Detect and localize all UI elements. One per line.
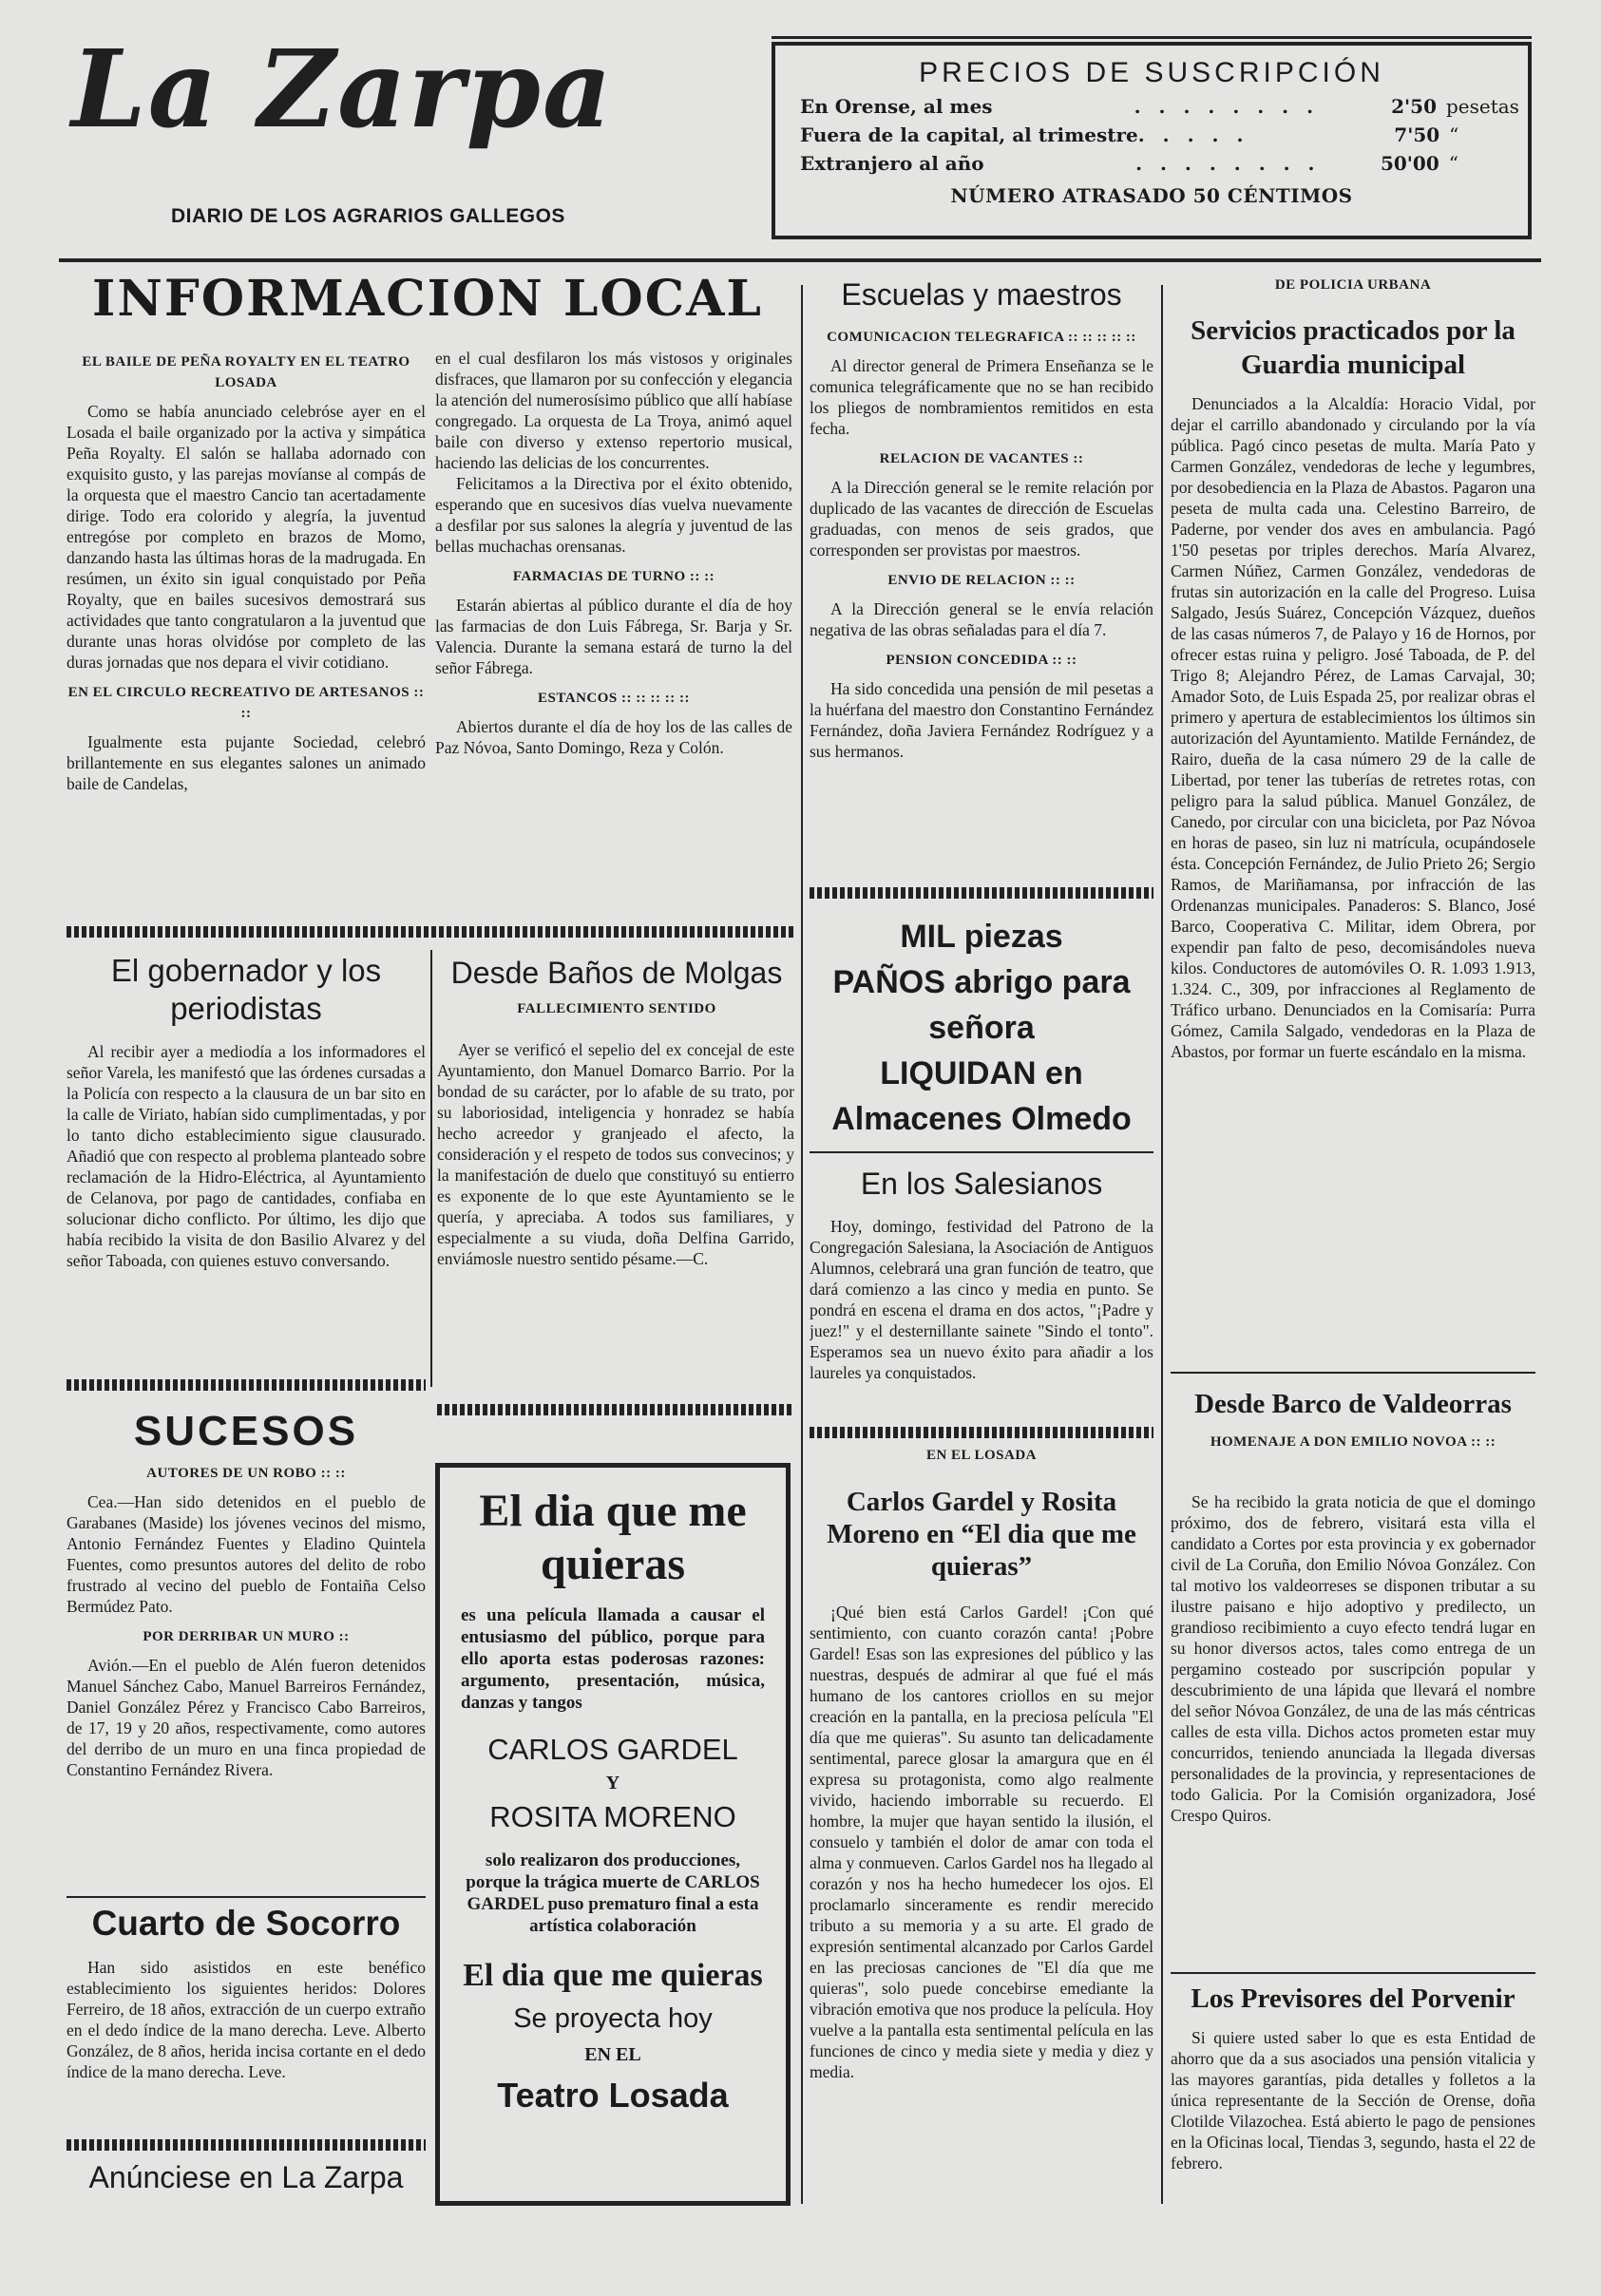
section-title-escuelas: Escuelas y maestros [841,277,1122,312]
article-socorro [67,1957,426,2132]
prices-footer: NÚMERO ATRASADO 50 CÉNTIMOS [950,184,1353,207]
header-rule [59,258,1541,262]
article-body: Al recibir ayer a mediodía a los informadores el señor Varela, les manifestó que las órdenes cursadas a la Policía con respecto a la clausura de un bar sito en la calle de Viriato, habían sido cumplimentadas, y por lo tanto dicho establecimiento sigue clausurado. Añadió que con respecto al problema planteado sobre reclamación de la Hidro-Eléctrica, al Ayuntamiento de Celanova, por pago de cantidades, confiaba en solucionar dicho conflicto. Por último, les dijo que había recibido la visita de don Basilio Alvarez y del señor Taboada, con quienes estuvo conversando. [67,1042,426,1270]
section-separator [67,1379,426,1391]
film-ad-title: El dia que me quieras [479,1486,747,1589]
article-kicker: EN EL LOSADA [925,1448,1038,1463]
ad-line: Almacenes Olmedo [831,1101,1132,1137]
article-title-gardel: Carlos Gardel y Rosita Moreno en “El dia que me quieras” [827,1487,1136,1582]
article-subhead: RELACION DE VACANTES :: [879,451,1084,466]
subscription-prices-box [772,42,1532,239]
price-value: 50'00 [1380,152,1439,175]
film-ad-title: El dia que me quieras [463,1958,763,1993]
ad-line: LIQUIDAN en [880,1055,1083,1091]
section-title-salesianos: En los Salesianos [860,1167,1103,1201]
article-policia [1171,393,1535,1358]
article-title-previsores: Los Previsores del Porvenir [1191,1983,1515,2014]
film-ad-actor: CARLOS GARDEL [487,1733,738,1766]
article-title-gobernador: El gobernador y los periodistas [110,953,382,1026]
price-value: 7'50 [1394,123,1440,146]
price-label: Fuera de la capital, al trimestre [800,123,1138,146]
price-dots: . . . . . [1137,123,1249,146]
article-escuelas [810,317,1153,878]
article-subhead: AUTORES DE UN ROBO :: :: [146,1466,346,1481]
article-subhead: EN EL CIRCULO RECREATIVO DE ARTESANOS :: :: [67,685,425,721]
article-body: ¡Qué bien está Carlos Gardel! ¡Con qué sentimiento, con cuanto corazón canta! ¡Pobre Gardel! Esas son las expresiones del público y las nuestras, después de admirar al que fué el más humano de los cantores criollos en su mejor creación en la pantalla, en la preciosa película "El día que me quieras". Su asunto tan delicadamente sentimental, parece glosar la amargura que en él expresa su protagonista, como algo realmente vivido, haciendo imborrable su recuerdo. El hombre, la mujer que hayan sentido la ilusión, el consuelo y también el dolor de amar con toda el alma y conmueven. Carlos Gardel nos ha llegado al corazón y nos ha hecho humedecer los ojos. El proclamarlo sinceramente es rendir merecido tributo a su memoria y a su arte. El grado de expresión sentimental alcanzado por Carlos Gardel en las preciosas canciones de "El día que me quieras", solo puede concebirse emediante la vibración emotiva que nos produce la película. Hoy vuelve a la pantalla esta sentimental película en las funciones de cinco y media siete y media y diez y media. [810,1603,1153,2081]
price-row [800,152,1503,175]
article-body: Como se había anunciado celebróse ayer en el Losada el baile organizado por la activa y simpática Peña Royalty. El salón se hallaba adornado con exquisito gusto, y las parejas movíanse al compás de la orquesta que el maestro Cancio tan acertadamente dirige. Todo era colorido y alegría, la juventud entregóse por completo en brazos de Momo, danzando hasta las últimas horas de la madrugada. En resúmen, un éxito sin igual conquistado por Peña Royalty, que en bailes sucesivos demostrará sus actividades que tanto congratularon a la juventud que durante unas horas olvidóse por completo de las duras jornadas que nos depara el vivir cotidiano. [67,402,426,672]
ad-line: señora [928,1010,1035,1046]
article-body: Cea.—Han sido detenidos en el pueblo de Garabanes (Maside) los jóvenes vecinos del mismo, Antonio Fernández Fuentes y Eladino Quintela Fuentes, como presuntos autores del delito de robo frustrado al vecino del pueblo de Fontaiña Celso Bermúdez Pato. [67,1492,426,1616]
divider [810,1151,1153,1153]
section-separator [810,1427,1153,1438]
article-kicker: DE POLICIA URBANA [1274,277,1432,293]
prices-heading: PRECIOS DE SUSCRIPCIÓN [919,57,1384,88]
section-title-informacion-local: INFORMACION LOCAL [92,270,763,328]
anunciese-banner: Anúnciese en La Zarpa [88,2160,404,2194]
article-body: Hoy, domingo, festividad del Patrono de la Congregación Salesiana, la Asociación de Antiguos Alumnos, celebrará una gran función de teatro, que dará comienzo a las cinco y media en punto. Se pondrá en escena el drama en dos actos, "¡Padre y juez!" y el desternillante sainete "Sindo el tonto". Esperamos sea un nuevo éxito para añadir a los laureles ya conquistados. [810,1217,1153,1382]
price-dots: . . . . . . . . [1135,152,1321,175]
price-label: En Orense, al mes [800,95,993,118]
article-body: en el cual desfilaron los más vistosos y originales disfraces, que llamaron por su confección y elegancia la atención del numerosísimo público que allí habíase congregado. La orquesta de La Troya, animó aquel baile con diverso y extenso repertorio musical, haciendo las delicias de los concurrentes. [435,349,792,472]
article-body: Si quiere usted saber lo que es esta Entidad de ahorro que da a sus asociados una pensión vitalicia y las mayores garantías, pida detalles y folletos a la única representante de la Sección de Orense, doña Clotilde Vilazochea. Está abierto le pago de pensiones en la Oficinas local, Tiendas 3, segundo, hasta el 22 de febrero. [1171,2028,1535,2173]
divider [67,1896,426,1898]
article-body: Se ha recibido la grata noticia de que el domingo próximo, dos de febrero, visitará esta villa el candidato a Cortes por esta provincia y ex gobernador civil de La Coruña, don Emilio Nóvoa González. Con tal motivo los valdeorreses se disponen tributar a su ilustre paisano e hijo adoptivo y predilecto, un grandioso recibimiento a cuyo efecto tendrá lugar en su honor diversos actos, tales como entrega de un pergamino costeado por suscripción popular y descubrimiento de una lápida que llevará el nombre del señor Nóvoa González, de una de las más céntricas calles de esta villa. Dichos actos prometen estar muy concurridos, teniendo anunciada la llegada diversas personalidades de la provincia, y representaciones de todo Galicia. Por la Comisión organizadora, José Crespo Quiros. [1171,1492,1535,1825]
ad-almacenes-olmedo [810,914,1153,1142]
article-body: Ha sido concedida una pensión de mil pesetas a la huérfana del maestro don Constantino Fernández Fernández, doña Javiera Fernández Rodríguez y a sus hermanos. [810,679,1153,761]
article-body: Han sido asistidos en este benéfico establecimiento los siguientes heridos: Dolores Ferreiro, de 18 años, extracción de un cuerpo extraño en el dedo índice de la mano derecha. Leve. Alberto González, de 8 años, herida incisa cortante en el dedo índice de la mano derecha. Leve. [67,1958,426,2081]
article-subhead: FALLECIMIENTO SENTIDO [517,1001,716,1016]
film-ad-text: solo realizaron dos producciones, porque la trágica muerte de CARLOS GARDEL puso prematuro final a esta artística colaboración [466,1850,760,1936]
article-title-molgas: Desde Baños de Molgas [450,956,783,990]
article-body: A la Dirección general se le remite relación por duplicado de las vacantes de dirección de Escuelas graduadas, con menos de seis grados, que corresponden ser provistas por maestros. [810,478,1153,560]
section-title-sucesos: SUCESOS [133,1408,359,1454]
article-subhead: HOMENAJE A DON EMILIO NOVOA :: :: [1210,1434,1496,1450]
article-sucesos [67,1453,426,1890]
section-separator [437,1404,794,1415]
film-ad-venue: Teatro Losada [497,2076,729,2115]
article-subhead: POR DERRIBAR UN MURO :: [143,1629,350,1644]
article-body: Abiertos durante el día de hoy los de las calles de Paz Nóvoa, Santo Domingo, Reza y Colón. [435,717,792,757]
article-body: Denunciados a la Alcaldía: Horacio Vidal, por dejar el carrillo abandonado y circulando por la vía pública. Pagó cinco pesetas de multa. María Pato y Carmen González, vendedoras de leche y legumbres, por desobediencia en la Plaza de Abastos. Pagaron una peseta de multa cada una. Celestino Barreiro, de Paderne, por vender dos aves en ambulancia. Pagó 1'50 pesetas por triples derechos. María Alvarez, Carmen Núñez, Carmen González, vendedoras de frutas sin autorización en la calle del Progreso. Luisa Salgado, Jesús Suárez, Concepción Vázquez, dueños de las casas números 7, de Palayo y 16 de Hornos, por ofrecer estas ruina y peligro. José Taboada, de P. del Trigo 8; Alejandro Pérez, de Lamas Carvajal, 30; Amador Soto, de Luis Espada 25, por realizar obras el primero y apertura de establecimientos los últimos sin autorización del Ayuntamiento. Matilde Fernández, de Rairo, dueña de la casa número 29 de la calle de Libertad, por tener las tuberías de retretes rotas, con peligro para la salud pública. Manuel González, de Canedo, por circular con una bicicleta, por Paz Nóvoa en horas de paseo, sin luz ni matrícula, ocupándosele ésta. Concepción Fernández, de Julio Prieto 26; Sergio Ramos, de Mariñamansa, por infracción de las Ordenanzas municipales. Panaderos: S. Blanco, José Barco, Cooperativa C. Militar, idem Obrera, por expendir pan falto de peso, decomisándoles nueva kilos. Conductores de automóviles O. R. 1.093 1.913, 1.324. C., 309, por infracciones al Reglamento de Tráfico urbano. Denunciados en la Comisaría: Purra Gómez, Camila Salgado, vendedoras en la Plaza de Abastos, por formar un fuerte escándalo en la misma. [1171,394,1535,1061]
article-title-socorro: Cuarto de Socorro [91,1904,401,1943]
article-body: Felicitamos a la Directiva por el éxito obtenido, esperando que en sucesivos días vuelva nuevamente a desfilar por sus salones la alegría y juventud de las bellas muchachas orensanas. [435,474,792,556]
article-body: Al director general de Primera Enseñanza se le comunica telegráficamente que no se han recibido los pliegos de nombramientos remitidos en esta fecha. [810,356,1153,438]
article-subhead: EL BAILE DE PEÑA ROYALTY EN EL TEATRO LOSADA [82,354,410,390]
section-separator [810,887,1153,899]
film-ad-text: es una película llamada a causar el entusiasmo del público, porque para ello aporta estas poderosas razones: argumento, presentación, música, danzas y tangos [461,1605,765,1713]
article-baile [67,342,426,912]
divider [1171,1372,1535,1374]
article-previsores [1171,2027,1535,2208]
masthead-title: La Zarpa [71,28,614,152]
article-body: Estarán abiertas al público durante el día de hoy las farmacias de don Luis Fábrega, Sr. Barja y Sr. Valencia. Durante la semana estará de turno la del señor Fábrega. [435,596,792,677]
article-body: Igualmente esta pujante Sociedad, celebró brillantemente en sus elegantes salones un animado baile de Candelas, [67,732,426,793]
film-ad-line: Se proyecta hoy [513,2003,713,2034]
film-ad-box [435,1463,791,2206]
masthead-subtitle: DIARIO DE LOS AGRARIOS GALLEGOS [171,205,565,227]
article-title-barco: Desde Barco de Valdeorras [1194,1389,1512,1419]
film-ad-line: EN EL [584,2044,641,2065]
price-unit: “ [1449,123,1459,146]
article-body: Avión.—En el pueblo de Alén fueron detenidos Manuel Sánchez Cabo, Manuel Barreiros Fernández, Daniel González Pérez y Francisco Cabo Barreiros, de 17, 19 y 20 años, respectivamente, como autores del derribo de un muro en una finca propiedad de Constantino Fernández Rivera. [67,1656,426,1779]
price-row [800,95,1519,118]
article-title-servicios: Servicios practicados por la Guardia municipal [1191,315,1515,380]
price-unit: pesetas [1445,95,1519,118]
article-gobernador [67,1041,426,1360]
article-barco [1171,1491,1535,1959]
column-rule [1161,285,1163,2204]
column-rule [430,950,432,1387]
price-row [800,123,1503,146]
article-gardel [810,1602,1153,2210]
article-subhead: COMUNICACION TELEGRAFICA :: :: :: :: :: [827,330,1136,345]
article-subhead: ESTANCOS :: :: :: :: :: [538,691,690,706]
film-ad-actor: ROSITA MORENO [489,1800,736,1833]
article-body: Ayer se verificó el sepelio del ex concejal de este Ayuntamiento, don Manuel Domarco Barrio. Por la bondad de su carácter, por lo afable de su trato, por su laboriosidad, inteligencia y honradez se había hecho acreedor y granjeado el afecto, la consideración y el respeto de todos sus convecinos; y la manifestación de duelo que constituyó su entierro es exponente de lo que este Ayuntamiento se le quería, y apreciaba. A todos sus familiares, y especialmente a su viuda, doña Delfina Garrido, enviámosle nuestro sentido pésame.—C. [437,1040,794,1268]
price-label: Extranjero al año [800,152,984,175]
price-dots: . . . . . . . . [1134,95,1320,118]
article-subhead: FARMACIAS DE TURNO :: :: [512,569,715,584]
article-subhead: ENVIO DE RELACION :: :: [887,573,1076,588]
ad-line: MIL piezas [900,919,1063,955]
article-body: A la Dirección general se le envía relación negativa de las obras señaladas para el día 7. [810,599,1153,639]
article-local-continued [435,348,792,910]
price-value: 2'50 [1391,95,1437,118]
film-ad-and: Y [605,1773,620,1793]
section-separator [67,2139,426,2151]
section-separator [67,926,793,938]
price-unit: “ [1448,152,1458,175]
divider [1171,1972,1535,1974]
masthead-rule [772,36,1532,39]
article-salesianos [810,1216,1153,1421]
article-molgas [437,1039,794,1391]
ad-line: PAÑOS abrigo para [832,964,1131,1000]
article-subhead: PENSION CONCEDIDA :: :: [886,653,1077,668]
column-rule [801,285,803,2204]
